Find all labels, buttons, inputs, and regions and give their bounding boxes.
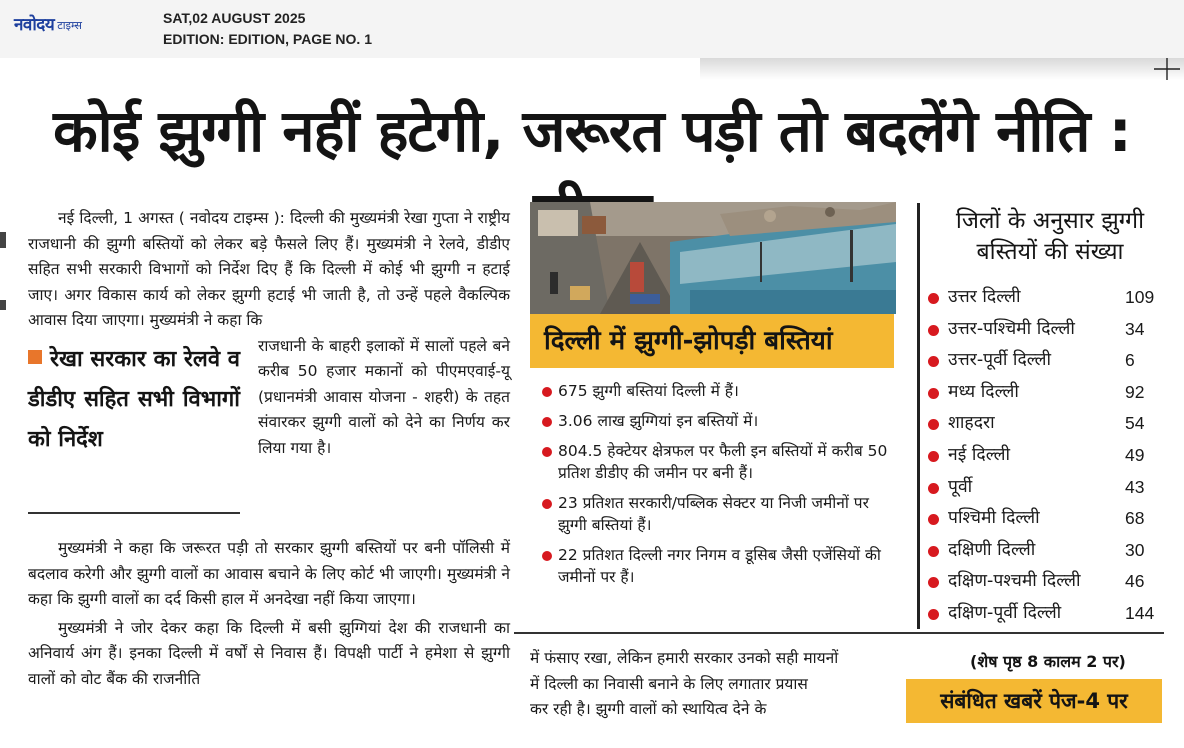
district-name: दक्षिण-पश्चमी दिल्ली (948, 571, 1081, 592)
page-shadow (700, 58, 1184, 80)
red-dot-icon (928, 451, 939, 462)
section-divider (514, 632, 1164, 634)
article-body-lower (28, 536, 510, 695)
district-name: नई दिल्ली (948, 444, 1010, 465)
district-name: उत्तर-पूर्वी दिल्ली (948, 350, 1052, 371)
logo-main-text: नवोदय (14, 15, 55, 35)
district-count: 6 (1125, 350, 1135, 371)
table-row (928, 282, 1168, 314)
pull-quote-text: रेखा सरकार का रेलवे व डीडीए सहित सभी विभागों को निर्देश (28, 346, 240, 452)
district-name: पूर्वी (948, 476, 973, 497)
table-row (928, 503, 1168, 535)
district-name: उत्तर दिल्ली (948, 287, 1021, 307)
red-dot-icon (928, 577, 939, 588)
district-count: 34 (1125, 318, 1145, 339)
fact-item: 804.5 हेक्टेयर क्षेत्रफल पर फैली इन बस्तियों में करीब 50 प्रतिश डीडीए की जमीन पर बनी हैं। (540, 440, 896, 484)
table-row (928, 440, 1168, 472)
red-dot-icon (928, 514, 939, 525)
district-count: 46 (1125, 571, 1145, 592)
masthead-bar (0, 0, 1184, 58)
district-name: पश्चिमी दिल्ली (948, 508, 1040, 529)
continuation-line: में फंसाए रखा, लेकिन हमारी सरकार उनको सही मायनों (530, 649, 839, 667)
red-dot-icon (928, 388, 939, 399)
red-dot-icon (928, 609, 939, 620)
article-wrap-paragraph: राजधानी के बाहरी इलाकों में सालों पहले बने करीब 50 हजार मकानों को पीएमएवाई-यू (प्रधानमंत्री आवास योजना - शहरी) के तहत संवारकर झुग्गी वालों को देने का निर्णय कर लिया गया है। (258, 336, 510, 457)
photo-caption-box (530, 314, 894, 368)
district-count: 30 (1125, 539, 1145, 560)
fact-item: 23 प्रतिशत सरकारी/पब्लिक सेक्टर या निजी जमीनों पर झुग्गी बस्तियां हैं। (540, 492, 896, 536)
article-paragraph-3: मुख्यमंत्री ने जोर देकर कहा कि दिल्ली में बसी झुग्गियां देश की राजधानी का अनिवार्य अंग हैं। इनका दिल्ली में वर्षों से निवास हैं। विपक्षी पार्टी ने हमेशा से झुग्गी वालों को वोट बैंक की राजनीति (28, 618, 510, 688)
edition-info (163, 8, 372, 50)
newspaper-logo[interactable] (14, 9, 82, 35)
district-name: दक्षिणी दिल्ली (948, 539, 1036, 560)
edition-page: EDITION: EDITION, PAGE NO. 1 (163, 31, 372, 47)
district-table (928, 282, 1168, 630)
table-row (928, 377, 1168, 409)
district-count: 92 (1125, 381, 1145, 402)
related-news-link[interactable]: संबंधित खबरें पेज-4 पर (906, 679, 1162, 723)
red-dot-icon (928, 483, 939, 494)
fact-item: 675 झुग्गी बस्तियां दिल्ली में हैं। (540, 380, 896, 402)
red-dot-icon (928, 419, 939, 430)
table-row (928, 345, 1168, 377)
square-bullet-icon (28, 350, 42, 364)
column-edge-mark (0, 300, 6, 310)
article-lead-paragraph: नई दिल्ली, 1 अगस्त ( नवोदय टाइम्स ): दिल्ली की मुख्यमंत्री रेखा गुप्ता ने राष्ट्रीय राजधानी की झुग्गी बस्तियों को लेकर बड़े फैसले लिए हैं। मुख्यमंत्री ने रेलवे, डीडीए सहित सभी सरकारी विभागों को निर्देश दिए हैं कि दिल्ली में कोई भी झुग्गी न हटाई जाए। अगर विकास कार्य को लेकर झुग्गी हटाई भी जाती है, तो उन्हें पहले वैकल्पिक आवास दिया जाएगा। मुख्यमंत्री ने कहा कि (28, 209, 510, 329)
district-name: मध्य दिल्ली (948, 381, 1019, 402)
district-table-title: जिलों के अनुसार झुग्गी बस्तियों की संख्या (955, 208, 1145, 265)
district-name: शाहदरा (948, 413, 995, 434)
district-count: 144 (1125, 602, 1155, 623)
continued-on-page-ref[interactable]: (शेष पृष्ठ 8 कालम 2 पर) (970, 652, 1126, 671)
district-name: दक्षिण-पूर्वी दिल्ली (948, 602, 1062, 623)
pull-quote (28, 340, 240, 460)
article-body (28, 206, 510, 512)
slum-photo[interactable] (530, 202, 896, 314)
photo-caption: दिल्ली में झुग्गी-झोपड़ी बस्तियां (544, 326, 833, 356)
district-count: 43 (1125, 476, 1145, 497)
pull-quote-rule (28, 512, 240, 514)
facts-list (540, 380, 896, 596)
district-count: 109 (1125, 287, 1155, 307)
continuation-line: में दिल्ली का निवासी बनाने के लिए लगातार प्रयास (530, 674, 808, 693)
district-count: 49 (1125, 444, 1145, 465)
article-wrap-zone (28, 334, 510, 512)
district-count: 54 (1125, 413, 1145, 434)
continuation-line: कर रही है। झुग्गी वालों को स्थायित्व देने के (530, 700, 767, 718)
fact-item: 3.06 लाख झुग्गियां इन बस्तियों में। (540, 410, 896, 432)
article-paragraph-2: मुख्यमंत्री ने कहा कि जरूरत पड़ी तो सरकार झुग्गी बस्तियों पर बनी पॉलिसी में बदलाव करेगी और झुग्गी वालों का आवास बचाने के लिए कोर्ट भी जाएगी। मुख्यमंत्री ने कहा कि झुग्गी वालों का दर्द किसी हाल में अनदेखा नहीं किया जाएगा। (28, 539, 510, 608)
headline: कोई झुग्गी नहीं हटेगी, जरूरत पड़ी तो बदलेंगे नीति : (53, 97, 1131, 165)
red-dot-icon (928, 293, 939, 304)
table-row (928, 598, 1168, 630)
table-row (928, 566, 1168, 598)
crop-mark-icon (1154, 58, 1180, 80)
column-divider (917, 203, 920, 629)
table-row (928, 408, 1168, 440)
district-count: 68 (1125, 508, 1145, 529)
logo-sub-text: टाइम्स (57, 19, 82, 32)
red-dot-icon (928, 325, 939, 336)
district-name: उत्तर-पश्चिमी दिल्ली (948, 318, 1075, 339)
table-row (928, 535, 1168, 567)
red-dot-icon (928, 546, 939, 557)
fact-item: 22 प्रतिशत दिल्ली नगर निगम व डूसिब जैसी एजेंसियों की जमीनों पर हैं। (540, 544, 896, 588)
column-edge-mark (0, 232, 6, 248)
red-dot-icon (928, 356, 939, 367)
table-row (928, 314, 1168, 346)
issue-date: SAT,02 AUGUST 2025 (163, 10, 306, 26)
table-row (928, 472, 1168, 504)
